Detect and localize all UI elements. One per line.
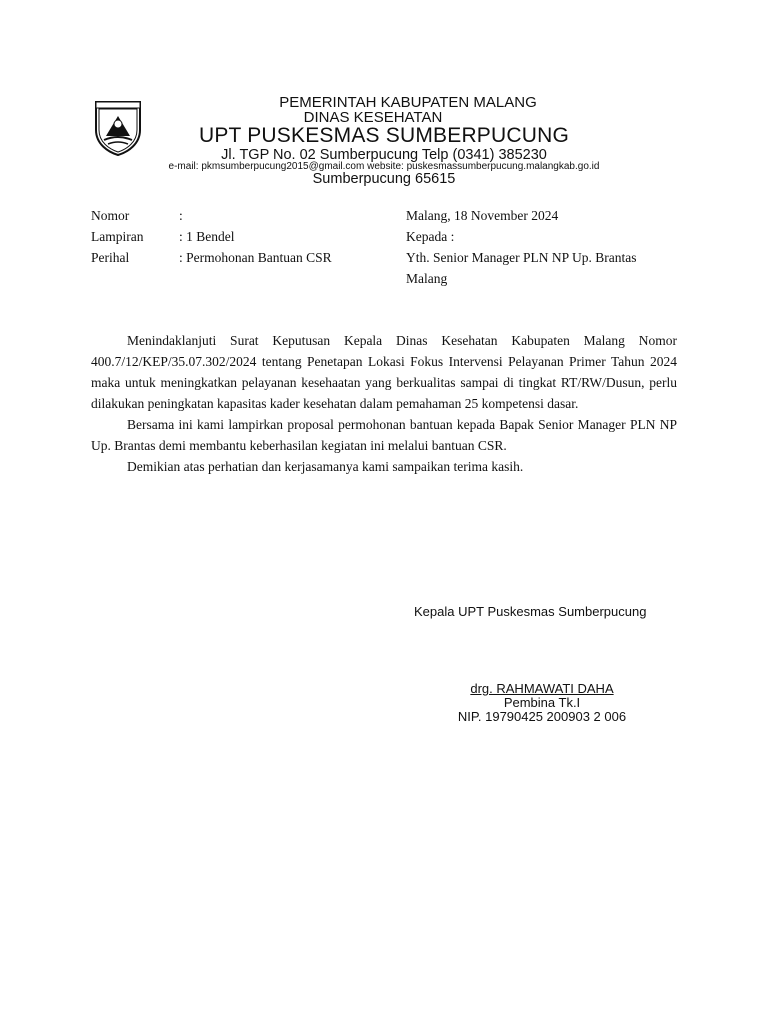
signature-title: Kepala UPT Puskesmas Sumberpucung — [414, 604, 647, 619]
perihal-value: : Permohonan Bantuan CSR — [179, 250, 332, 265]
letterhead-institution: UPT PUSKESMAS SUMBERPUCUNG — [198, 124, 570, 147]
body-paragraph-2: Bersama ini kami lampirkan proposal permohonan bantuan kepada Bapak Senior Manager PLN NP Up. Brantas demi membantu keberhasilan kegiatan ini melalui bantuan CSR. — [91, 417, 677, 453]
body-paragraph-1: Menindaklanjuti Surat Keputusan Kepala Dinas Kesehatan Kabupaten Malang Nomor 400.7/12/KEP/35.07.302/2024 tentang Penetapan Lokasi Fokus Intervensi Pelayanan Primer Tahun 2024 maka untuk meningkatkan pelayanan kesehaatan yang berkualitas sampai di tingkat RT/RW/Dusun, perlu dilakukan peningkatan kapasitas kader kesehatan dalam pemahaman 25 kompetensi dasar. — [91, 333, 677, 411]
signatory-name: drg. RAHMAWATI DAHA — [470, 681, 614, 696]
letterhead-government: PEMERINTAH KABUPATEN MALANG — [279, 94, 537, 111]
letterhead-address: Jl. TGP No. 02 Sumberpucung Telp (0341) 385230 — [221, 147, 547, 163]
lampiran-value: : 1 Bendel — [179, 229, 235, 244]
letterhead-contact: e-mail: pkmsumberpucung2015@gmail.com website: puskesmassumberpucung.malangkab.go.id — [168, 161, 600, 172]
lampiran-label: Lampiran — [91, 229, 144, 244]
signatory-rank: Pembina Tk.I — [503, 695, 581, 710]
letter-date: Malang, 18 November 2024 — [406, 208, 559, 223]
body-paragraph-3: Demikian atas perhatian dan kerjasamanya kami sampaikan terima kasih. — [127, 459, 524, 474]
nomor-label: Nomor — [91, 208, 130, 223]
recipient: Yth. Senior Manager PLN NP Up. Brantas Malang — [406, 250, 637, 286]
kepada-label: Kepada : — [406, 229, 455, 244]
letter-body — [91, 330, 677, 477]
letterhead-city-postal: Sumberpucung 65615 — [312, 171, 456, 187]
signatory-nip: NIP. 19790425 200903 2 006 — [457, 709, 627, 724]
perihal-label: Perihal — [91, 250, 130, 265]
nomor-value: : — [179, 208, 183, 223]
letterhead-agency: DINAS KESEHATAN — [303, 109, 443, 126]
signature-block — [430, 682, 654, 724]
